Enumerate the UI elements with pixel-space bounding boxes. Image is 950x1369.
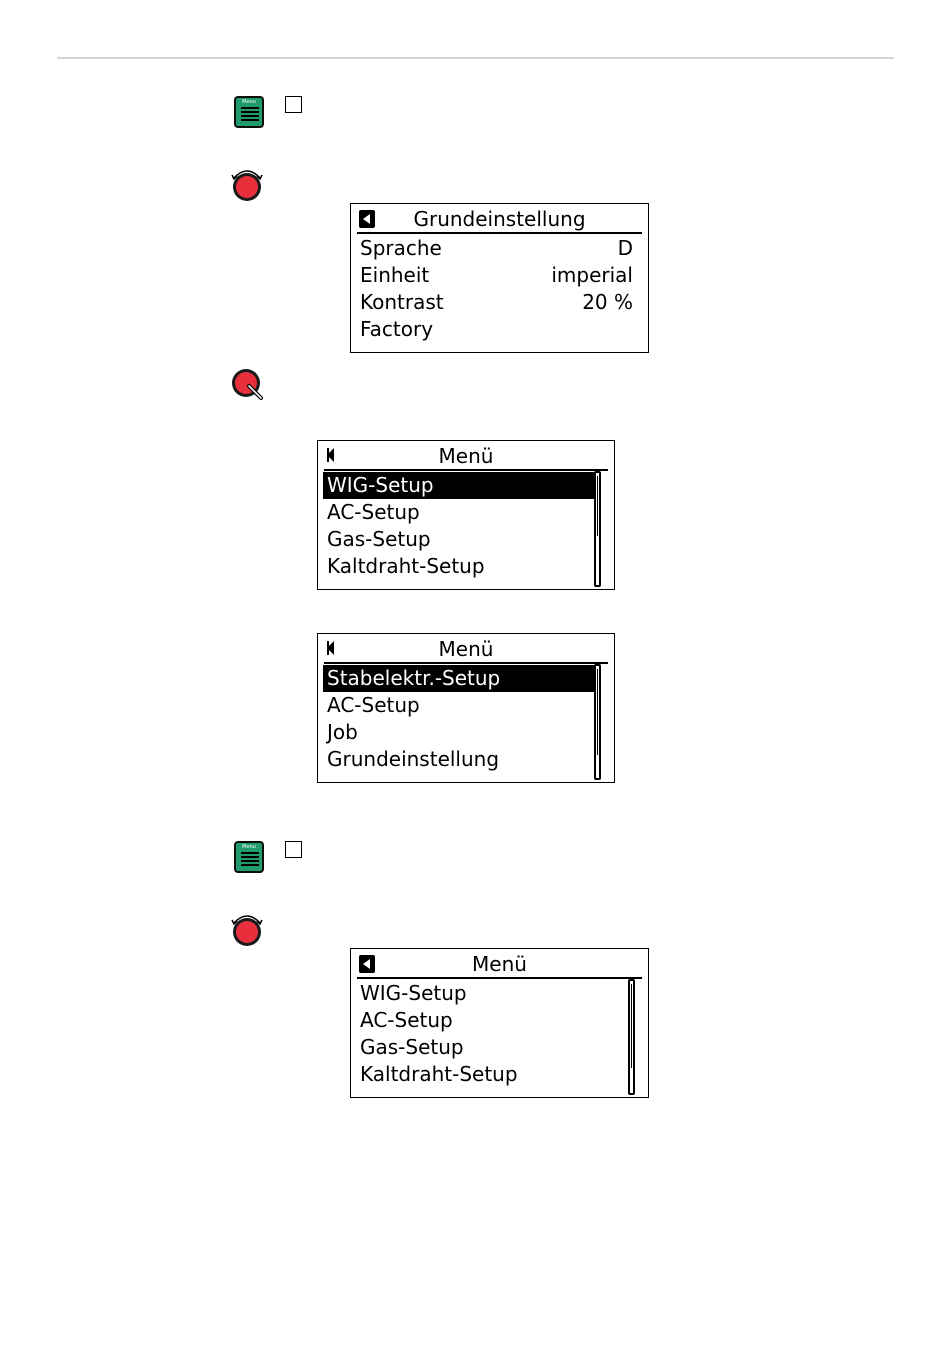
menu-item[interactable]: Gas-Setup xyxy=(360,1035,464,1059)
menu-button-label: Menu xyxy=(242,844,256,850)
lcd-menu-screen-c xyxy=(350,948,649,1098)
scrollbar[interactable] xyxy=(594,471,601,587)
lcd-title: Menü xyxy=(472,952,527,976)
checkbox-icon[interactable] xyxy=(285,841,302,858)
press-knob-icon[interactable] xyxy=(229,366,265,402)
lcd-title: Grundeinstellung xyxy=(413,207,586,231)
menu-item[interactable]: WIG-Setup xyxy=(360,981,467,1005)
lcd-settings-screen xyxy=(350,203,649,353)
menu-item[interactable]: Gas-Setup xyxy=(327,527,431,551)
settings-row-language[interactable]: Sprache xyxy=(360,236,442,260)
menu-item[interactable]: AC-Setup xyxy=(327,693,420,717)
menu-item[interactable]: Kaltdraht-Setup xyxy=(360,1062,518,1086)
menu-item[interactable]: Kaltdraht-Setup xyxy=(327,554,485,578)
settings-value-language: D xyxy=(617,236,633,260)
scrollbar-thumb[interactable] xyxy=(597,476,598,536)
menu-button-icon[interactable] xyxy=(234,96,264,128)
menu-item[interactable]: AC-Setup xyxy=(360,1008,453,1032)
turn-knob-icon[interactable] xyxy=(229,911,265,947)
menu-button-icon[interactable] xyxy=(234,841,264,873)
settings-row-factory[interactable]: Factory xyxy=(360,317,434,341)
menu-item[interactable]: AC-Setup xyxy=(327,500,420,524)
scrollbar-thumb[interactable] xyxy=(631,984,632,1068)
menu-item-selected[interactable]: WIG-Setup xyxy=(323,472,601,499)
menu-item[interactable]: Grundeinstellung xyxy=(327,747,500,771)
lcd-menu-screen-a xyxy=(317,440,615,590)
menu-item-selected[interactable]: Stabelektr.-Setup xyxy=(323,665,601,692)
lcd-menu-screen-b xyxy=(317,633,615,783)
checkbox-icon[interactable] xyxy=(285,96,302,113)
lcd-title: Menü xyxy=(438,637,494,661)
menu-item[interactable]: Job xyxy=(327,720,358,744)
settings-row-contrast[interactable]: Kontrast xyxy=(360,290,444,314)
menu-button-label: Menu xyxy=(242,99,256,105)
lcd-header xyxy=(357,206,642,234)
header-rule xyxy=(57,57,894,59)
turn-knob-icon[interactable] xyxy=(229,166,265,202)
scrollbar[interactable] xyxy=(628,979,635,1095)
scrollbar-thumb[interactable] xyxy=(597,669,598,755)
scrollbar[interactable] xyxy=(594,664,601,780)
settings-value-contrast: 20 % xyxy=(582,290,633,314)
settings-row-unit[interactable]: Einheit xyxy=(360,263,430,287)
lcd-header xyxy=(357,951,642,979)
lcd-header xyxy=(324,636,608,664)
lcd-title: Menü xyxy=(438,444,494,468)
settings-value-unit: imperial xyxy=(551,263,633,287)
lcd-header xyxy=(324,443,608,471)
